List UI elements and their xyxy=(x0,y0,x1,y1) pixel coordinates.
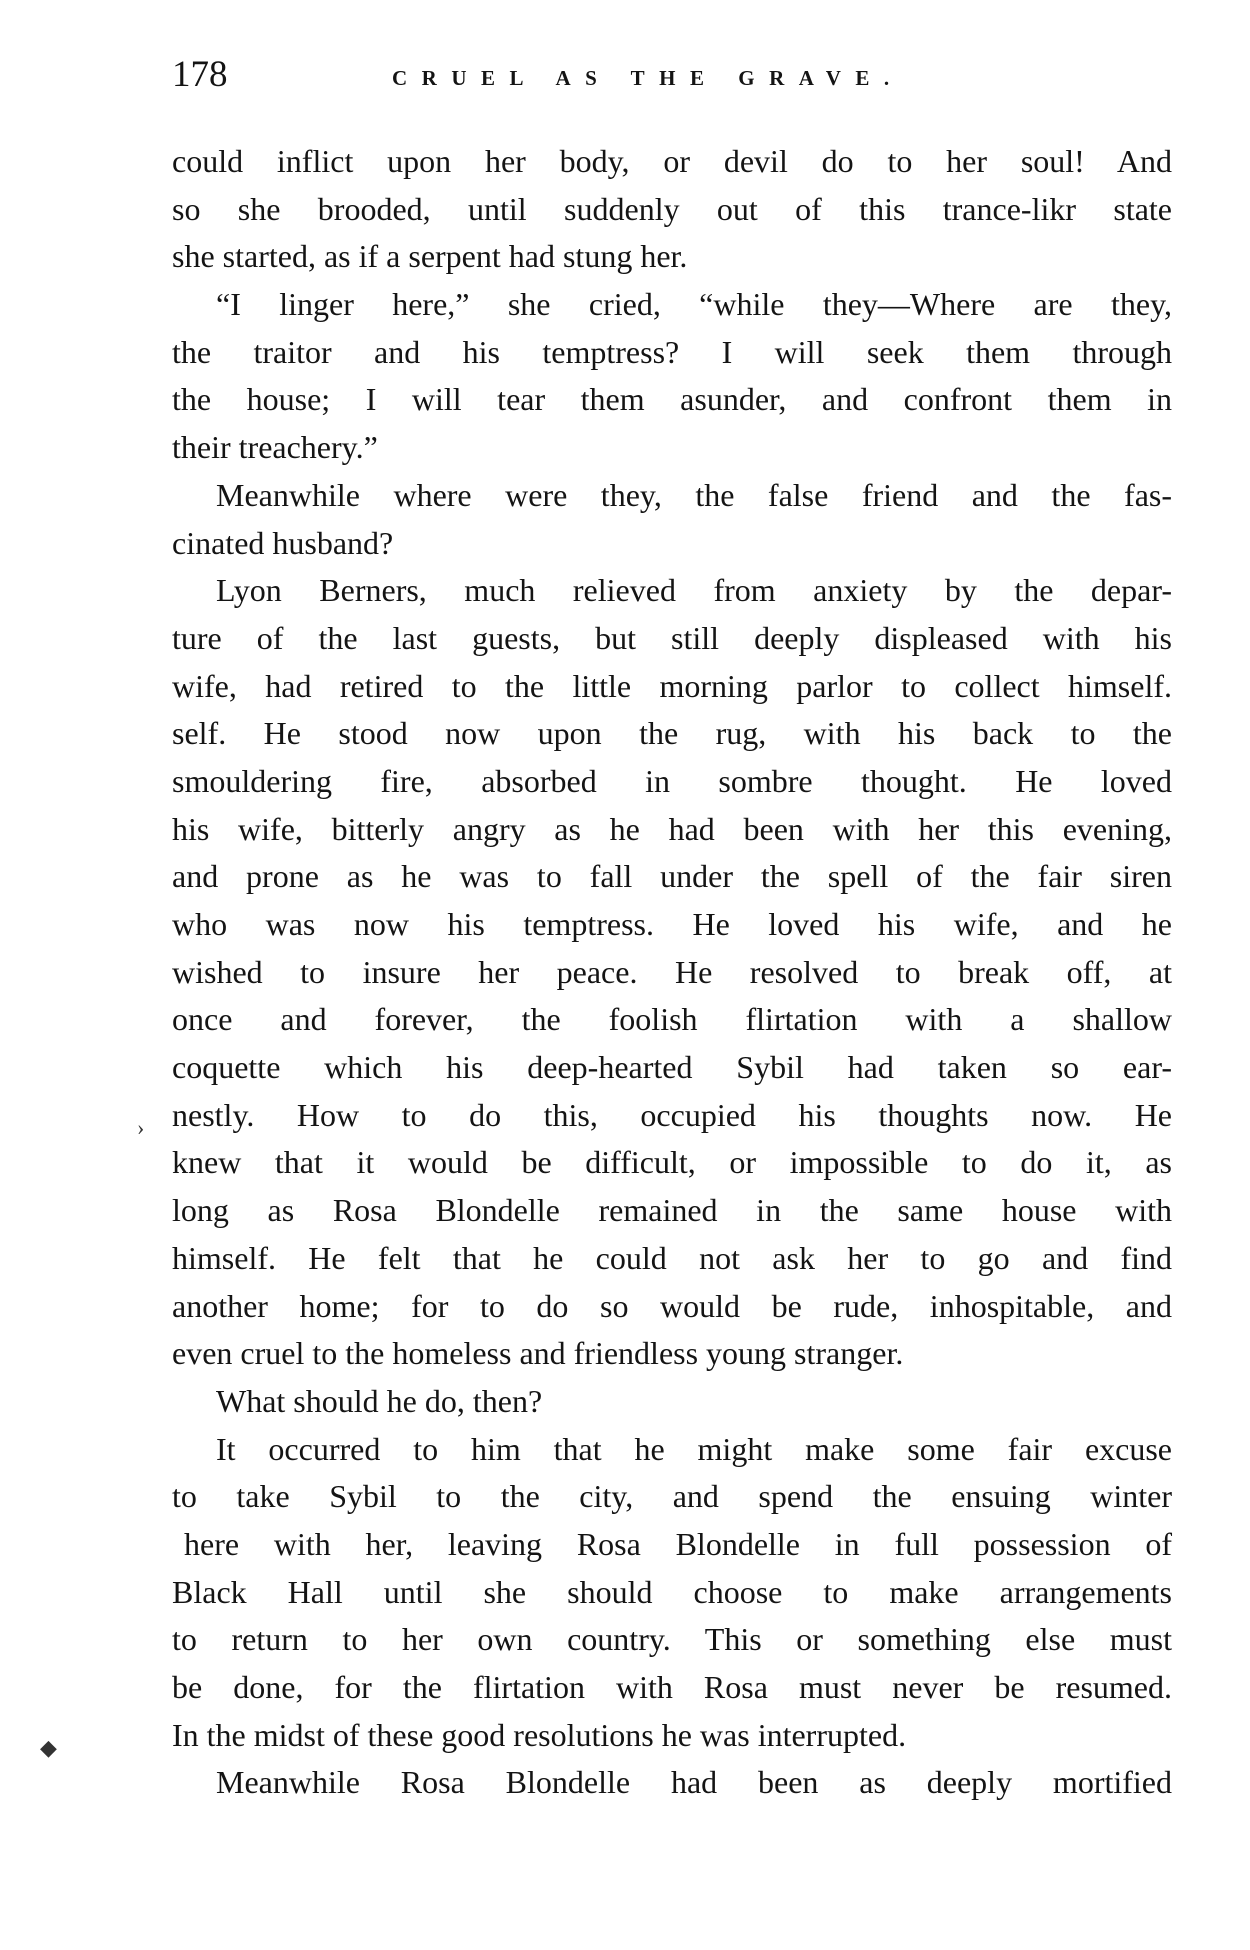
text-line: What should he do, then? xyxy=(216,1382,543,1419)
text-line: another home; for to do so would be rude, inhospitable, and xyxy=(172,1287,1172,1324)
margin-speck: ◆ xyxy=(40,1735,57,1760)
text-line: wife, had retired to the little morning parlor to collect himself. xyxy=(172,667,1172,704)
text-line: knew that it would be difficult, or impossible to do it, as xyxy=(172,1144,1172,1181)
running-title: CRUEL AS THE GRAVE. xyxy=(392,66,904,90)
page-number: 178 xyxy=(172,54,228,95)
text-line: the house; I will tear them asunder, and confront them in xyxy=(172,381,1172,418)
text-line: once and forever, the foolish flirtation with a shallow xyxy=(172,1001,1172,1038)
text-line: self. He stood now upon the rug, with his back to the xyxy=(172,715,1172,752)
text-line: Lyon Berners, much relieved from anxiety by the depar- xyxy=(216,572,1172,609)
text-line: and prone as he was to fall under the spell of the fair siren xyxy=(172,858,1172,895)
text-line: smouldering fire, absorbed in sombre thought. He loved xyxy=(172,762,1172,799)
text-line: nestly. How to do this, occupied his thoughts now. He xyxy=(172,1096,1172,1133)
text-line: cinated husband? xyxy=(172,524,394,561)
text-line: she started, as if a serpent had stung her. xyxy=(172,238,688,275)
margin-speck: › xyxy=(137,1115,145,1140)
text-line: their treachery.” xyxy=(172,429,378,466)
text-line: to take Sybil to the city, and spend the ensuing winter xyxy=(172,1478,1172,1515)
text-line: coquette which his deep-hearted Sybil had taken so ear- xyxy=(172,1049,1172,1086)
body-text xyxy=(172,138,1172,1807)
text-line: ture of the last guests, but still deeply displeased with his xyxy=(172,619,1172,656)
text-line: his wife, bitterly angry as he had been with her this evening, xyxy=(172,810,1172,847)
text-line: even cruel to the homeless and friendless young stranger. xyxy=(172,1335,904,1372)
text-line: wished to insure her peace. He resolved to break off, at xyxy=(172,953,1172,990)
text-line: In the midst of these good resolutions he was interrupted. xyxy=(172,1716,907,1753)
text-line: Meanwhile Rosa Blondelle had been as deeply mortified xyxy=(216,1764,1172,1801)
text-line: long as Rosa Blondelle remained in the same house with xyxy=(172,1192,1172,1229)
text-line: here with her, leaving Rosa Blondelle in full possession of xyxy=(184,1525,1172,1562)
text-line: so she brooded, until suddenly out of this trance-likr state xyxy=(172,190,1172,227)
text-line: Meanwhile where were they, the false friend and the fas- xyxy=(216,476,1172,513)
text-line: It occurred to him that he might make some fair excuse xyxy=(216,1430,1172,1467)
text-line: Black Hall until she should choose to make arrangements xyxy=(172,1573,1172,1610)
text-line: to return to her own country. This or something else must xyxy=(172,1621,1172,1658)
text-line: could inflict upon her body, or devil do to her soul! And xyxy=(172,143,1172,179)
text-line: be done, for the flirtation with Rosa must never be resumed. xyxy=(172,1669,1172,1705)
text-line: who was now his temptress. He loved his wife, and he xyxy=(172,906,1172,942)
text-line: “I linger here,” she cried, “while they—Where are they, xyxy=(216,286,1172,323)
text-line: himself. He felt that he could not ask her to go and find xyxy=(172,1239,1172,1276)
text-line: the traitor and his temptress? I will seek them through xyxy=(172,333,1172,370)
